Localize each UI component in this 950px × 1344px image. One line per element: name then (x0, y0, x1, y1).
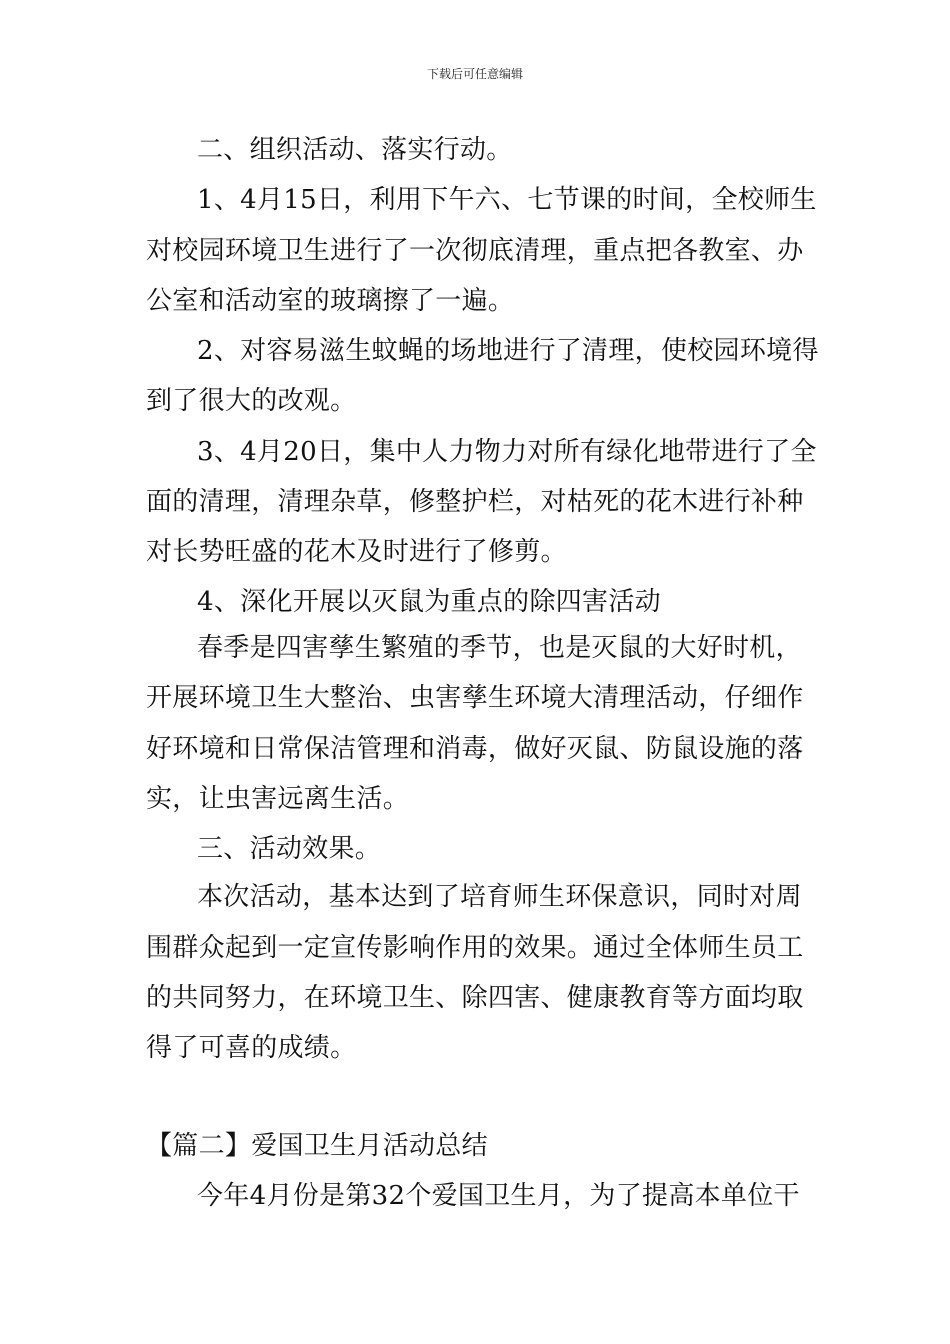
paragraph-line: 面的清理，清理杂草，修整护栏，对枯死的花木进行补种 (146, 487, 804, 517)
paragraph-line: 4、深化开展以灭鼠为重点的除四害活动 (197, 587, 661, 617)
paragraph-line: 对校园环境卫生进行了一次彻底清理，重点把各教室、办 (146, 236, 804, 266)
paragraph-line: 围群众起到一定宣传影响作用的效果。通过全体师生员工 (146, 933, 804, 963)
paragraph-line: 今年4月份是第32个爱国卫生月，为了提高本单位干 (197, 1181, 800, 1211)
paragraph-line: 2、对容易滋生蚊蝇的场地进行了清理，使校园环境得 (197, 336, 819, 366)
section-heading-3: 三、活动效果。 (197, 834, 382, 864)
section-heading-2: 二、组织活动、落实行动。 (197, 135, 513, 165)
paragraph-line: 本次活动，基本达到了培育师生环保意识，同时对周 (197, 882, 802, 912)
article-title: 【篇二】爱国卫生月活动总结 (146, 1131, 488, 1161)
paragraph-line: 对长势旺盛的花木及时进行了修剪。 (146, 537, 567, 567)
paragraph-line: 到了很大的改观。 (146, 386, 357, 416)
paragraph-line: 开展环境卫生大整治、虫害孳生环境大清理活动，仔细作 (146, 683, 804, 713)
paragraph-line: 好环境和日常保洁管理和消毒，做好灭鼠、防鼠设施的落 (146, 734, 804, 764)
paragraph-line: 公室和活动室的玻璃擦了一遍。 (146, 286, 515, 316)
page-header: 下载后可任意编辑 (426, 67, 523, 81)
paragraph-line: 得了可喜的成绩。 (146, 1033, 357, 1063)
paragraph-line: 1、4月15日，利用下午六、七节课的时间，全校师生 (197, 185, 817, 215)
paragraph-line: 春季是四害孳生繁殖的季节，也是灭鼠的大好时机， (197, 633, 802, 663)
paragraph-line: 的共同努力，在环境卫生、除四害、健康教育等方面均取 (146, 983, 804, 1013)
paragraph-line: 实，让虫害远离生活。 (146, 784, 410, 814)
paragraph-line: 3、4月20日，集中人力物力对所有绿化地带进行了全 (197, 437, 817, 467)
